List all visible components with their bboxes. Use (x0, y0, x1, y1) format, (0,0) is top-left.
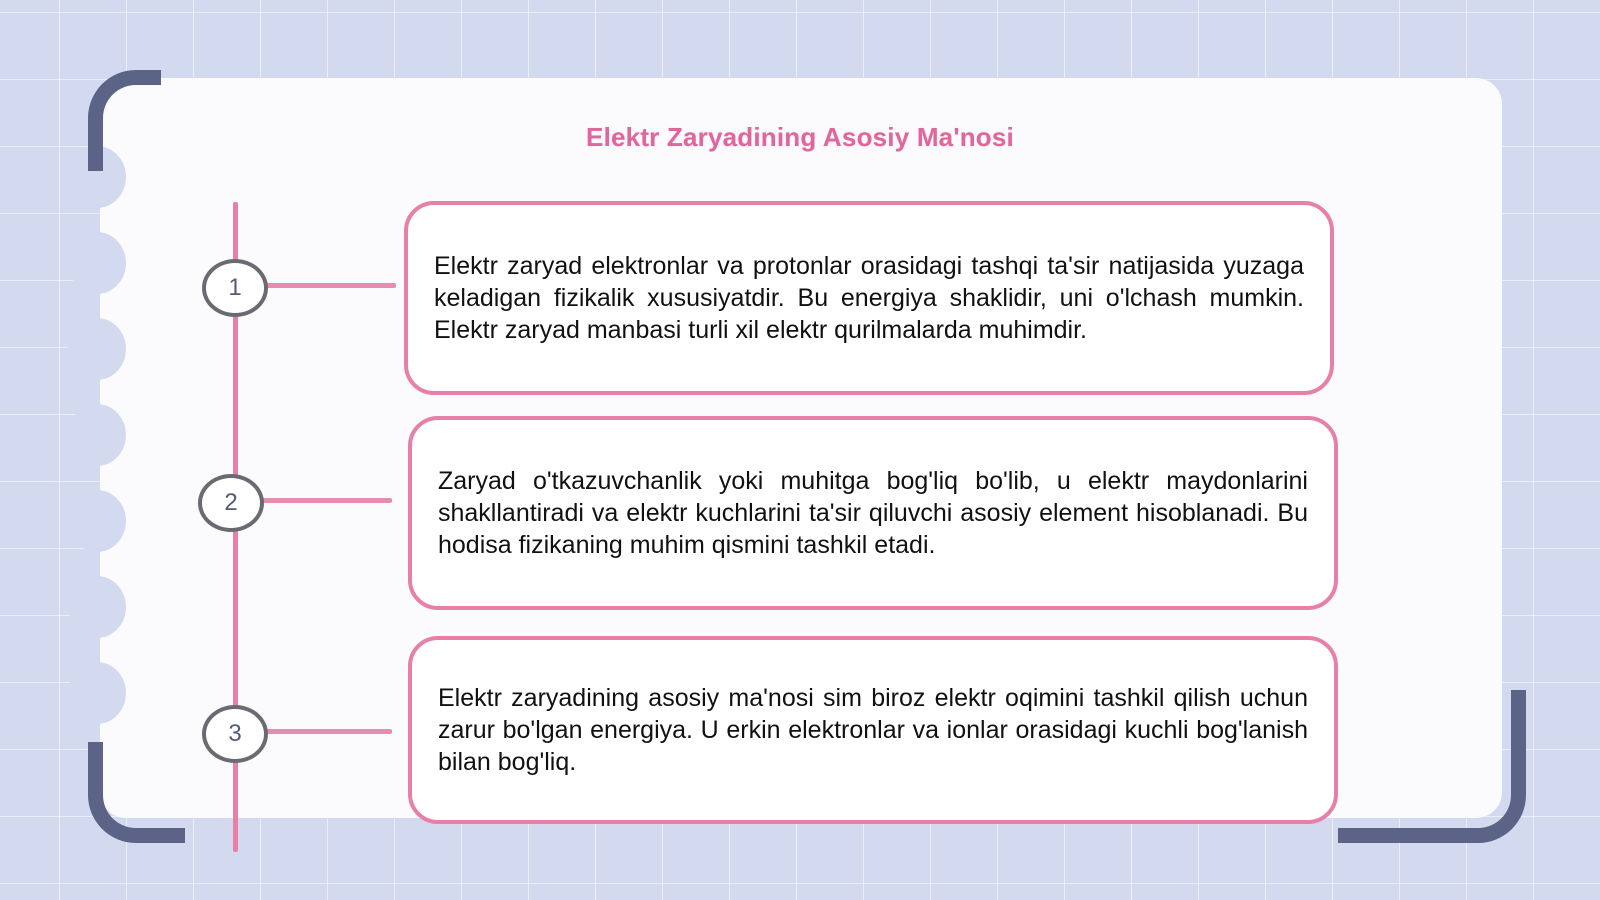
slide-title: Elektr Zaryadining Asosiy Ma'nosi (586, 122, 1014, 152)
step-card-3 (408, 636, 1338, 824)
step-number-1: 1 (202, 259, 268, 317)
page-notch (68, 490, 126, 552)
step-card-2 (408, 416, 1338, 610)
step-card-text: Zaryad o'tkazuvchanlik yoki muhitga bog'liq bo'lib, u elektr maydonlarini shakllantiradi va elektr kuchlarini ta'sir qiluvchi asosiy element hisoblanadi. Bu hodisa fizikaning muhim qismini tashkil etadi. (438, 467, 1308, 559)
frame-corner-bottom-right (1338, 690, 1526, 843)
step-number-3: 3 (202, 705, 268, 763)
page-notch (68, 232, 126, 294)
page-notch (68, 318, 126, 380)
frame-corner-top-left (88, 70, 161, 171)
step-connector (266, 729, 392, 734)
step-connector (266, 283, 396, 288)
step-number-2: 2 (198, 474, 264, 532)
page-notch (68, 662, 126, 724)
page-notch (68, 576, 126, 638)
frame-corner-bottom-left (88, 742, 185, 843)
step-connector (262, 498, 392, 503)
page-notch (68, 404, 126, 466)
step-card-text: Elektr zaryadining asosiy ma'nosi sim biroz elektr oqimini tashkil qilish uchun zarur bo'lgan energiya. U erkin elektronlar va ionlar orasidagi kuchli bog'lanish bilan bog'liq. (438, 684, 1308, 776)
step-card-1 (404, 201, 1334, 395)
step-card-text: Elektr zaryad elektronlar va protonlar orasidagi tashqi ta'sir natijasida yuzaga keladigan fizikalik xususiyatdir. Bu energiya shaklidir, uni o'lchash mumkin. Elektr zaryad manbasi turli xil elektr qurilmalarda muhimdir. (434, 252, 1304, 344)
